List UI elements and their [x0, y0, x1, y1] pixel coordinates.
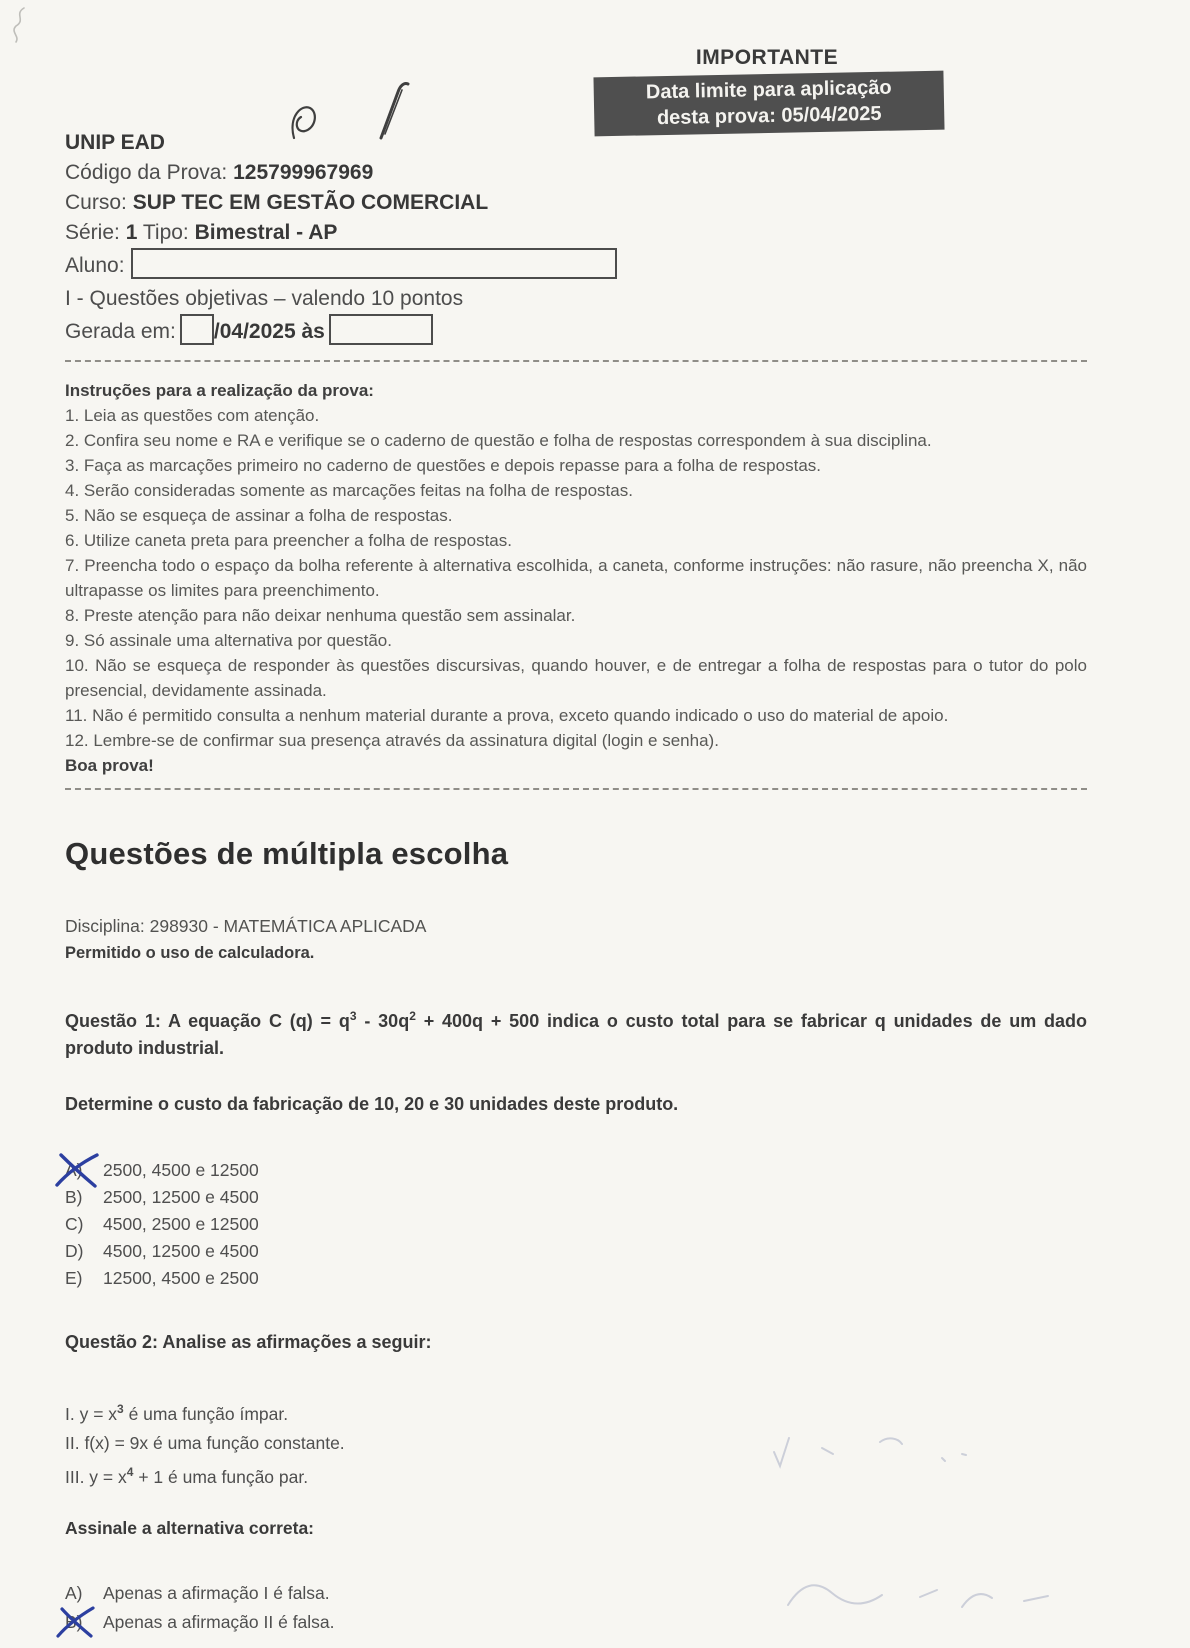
- question2-options: [65, 1579, 1087, 1637]
- instruction-item: 1. Leia as questões com atenção.: [65, 406, 320, 425]
- exam-header: [65, 128, 1087, 350]
- exam-code-value: 125799967969: [233, 161, 374, 184]
- tipo-value: Bimestral - AP: [194, 221, 338, 244]
- student-line: [65, 248, 1087, 284]
- q2-option-a: [65, 1579, 1087, 1608]
- instruction-item: 4. Serão consideradas somente as marcações feitas na folha de respostas.: [65, 481, 633, 500]
- student-name-box: [131, 248, 617, 279]
- instruction-item: 10. Não se esqueça de responder às questões discursivas, quando houver, e de entregar a folha de respostas para o tutor do polo presencial, devidamente assinada.: [65, 656, 1087, 700]
- q2-option-a-text: Apenas a afirmação I é falsa.: [103, 1582, 330, 1603]
- q1-stem-part2: - 30q: [356, 1011, 410, 1031]
- question1-stem: [65, 1003, 1087, 1062]
- serie-label: Série:: [65, 221, 120, 244]
- student-label: Aluno:: [65, 254, 125, 277]
- q2-aff1-rest: é uma função ímpar.: [123, 1403, 289, 1424]
- instruction-item: 5. Não se esqueça de assinar a folha de respostas.: [65, 506, 453, 525]
- q1-option-e: [65, 1265, 1087, 1292]
- question2-prompt: Assinale a alternativa correta:: [65, 1517, 315, 1538]
- exam-code-line: [65, 158, 1087, 188]
- generated-date-suffix: /04/2025 às: [213, 320, 325, 343]
- question1-options: [65, 1157, 1087, 1292]
- q1-option-b-letter: B): [65, 1187, 83, 1207]
- q1-option-e-text: 12500, 4500 e 2500: [103, 1268, 259, 1288]
- deadline-banner-line2: desta prova: 05/04/2025: [656, 102, 882, 130]
- tipo-label: Tipo:: [142, 221, 189, 244]
- q2-option-b-text: Apenas a afirmação II é falsa.: [103, 1611, 335, 1632]
- deadline-banner-line1: Data limite para aplicação: [645, 76, 892, 104]
- q1-option-c-text: 4500, 2500 e 12500: [103, 1214, 259, 1234]
- q1-option-d-letter: D): [65, 1241, 84, 1261]
- divider-top: [65, 360, 1087, 362]
- q1-option-d-text: 4500, 12500 e 4500: [103, 1241, 259, 1261]
- q2-option-a-letter: A): [65, 1582, 83, 1603]
- instruction-item: 11. Não é permitido consulta a nenhum material durante a prova, exceto quando indicado o uso do material de apoio.: [65, 706, 949, 725]
- q2-option-b: [65, 1608, 1087, 1637]
- q2-aff1-text: I. y = x: [65, 1403, 118, 1424]
- q2-affirmation-2: II. f(x) = 9x é uma função constante.: [65, 1432, 345, 1453]
- objective-questions-line: I - Questões objetivas – valendo 10 pontos: [65, 287, 464, 310]
- q1-stem-part1: Questão 1: A equação C (q) = q: [65, 1011, 350, 1031]
- generated-label: Gerada em:: [65, 320, 176, 343]
- q1-exponent-3: 3: [349, 1009, 357, 1023]
- q1-option-c-letter: C): [65, 1214, 84, 1234]
- instructions-title: Instruções para a realização da prova:: [65, 381, 374, 400]
- q2-aff3-exponent: 4: [126, 1464, 134, 1479]
- generated-line: [65, 314, 1087, 350]
- q1-option-b: [65, 1184, 1087, 1211]
- scan-artifact-mark: [10, 6, 34, 46]
- discipline-line: Disciplina: 298930 - MATEMÁTICA APLICADA: [65, 916, 427, 936]
- instructions-block: [65, 378, 1087, 778]
- q1-option-a: [65, 1157, 1087, 1184]
- serie-tipo-line: [65, 218, 1087, 248]
- instructions-closing: Boa prova!: [65, 756, 154, 775]
- divider-bottom: [65, 788, 1087, 790]
- q2-affirmation-3: [65, 1458, 1087, 1492]
- q1-option-a-letter: A): [65, 1160, 83, 1180]
- q1-stem-part3: + 400q + 500 indica o custo total para se fabricar q unidades de um dado produto industrial.: [65, 1011, 1088, 1058]
- section-title: Questões de múltipla escolha: [65, 836, 509, 871]
- q1-option-c: [65, 1211, 1087, 1238]
- instruction-item: 3. Faça as marcações primeiro no caderno de questões e depois repasse para a folha de respostas.: [65, 456, 821, 475]
- generated-day-box: [180, 314, 214, 345]
- course-line: [65, 188, 1087, 218]
- instruction-item: 9. Só assinale uma alternativa por questão.: [65, 631, 392, 650]
- instruction-item: 12. Lembre-se de confirmar sua presença através da assinatura digital (login e senha).: [65, 731, 719, 750]
- instruction-item: 6. Utilize caneta preta para preencher a folha de respostas.: [65, 531, 512, 550]
- q1-option-a-text: 2500, 4500 e 12500: [103, 1160, 259, 1180]
- generated-time-box: [329, 314, 433, 345]
- question2-affirmations: [65, 1395, 1087, 1492]
- q1-option-b-text: 2500, 12500 e 4500: [103, 1187, 259, 1207]
- question1-subtitle: Determine o custo da fabricação de 10, 20 e 30 unidades deste produto.: [65, 1094, 679, 1114]
- q1-option-d: [65, 1238, 1087, 1265]
- q2-aff3-text: III. y = x: [65, 1466, 127, 1487]
- exam-code-label: Código da Prova:: [65, 161, 228, 184]
- deadline-banner: [593, 71, 944, 137]
- instruction-item: 7. Preencha todo o espaço da bolha referente à alternativa escolhida, a caneta, conforme instruções: não rasure, não preencha X, não ultrapasse os limites para preenchimento.: [65, 556, 1087, 600]
- q2-aff1-exponent: 3: [117, 1402, 124, 1416]
- exam-content: [65, 128, 1087, 1637]
- institution-name: UNIP EAD: [65, 131, 165, 154]
- q1-exponent-2: 2: [409, 1009, 416, 1023]
- q2-aff3-rest: + 1 é uma função par.: [133, 1466, 309, 1487]
- important-title: IMPORTANTE: [695, 46, 839, 69]
- instruction-item: 8. Preste atenção para não deixar nenhuma questão sem assinalar.: [65, 606, 576, 625]
- q2-affirmation-1: [65, 1395, 1087, 1429]
- course-label: Curso:: [65, 191, 127, 214]
- q1-option-e-letter: E): [65, 1268, 83, 1288]
- question2-title: Questão 2: Analise as afirmações a seguir:: [65, 1332, 432, 1352]
- course-value: SUP TEC EM GESTÃO COMERCIAL: [132, 191, 489, 214]
- calculator-permission: Permitido o uso de calculadora.: [65, 944, 315, 962]
- instruction-item: 2. Confira seu nome e RA e verifique se o caderno de questão e folha de respostas correspondem à sua disciplina.: [65, 431, 932, 450]
- q2-option-b-letter: B): [65, 1611, 83, 1632]
- serie-value: 1: [125, 221, 138, 244]
